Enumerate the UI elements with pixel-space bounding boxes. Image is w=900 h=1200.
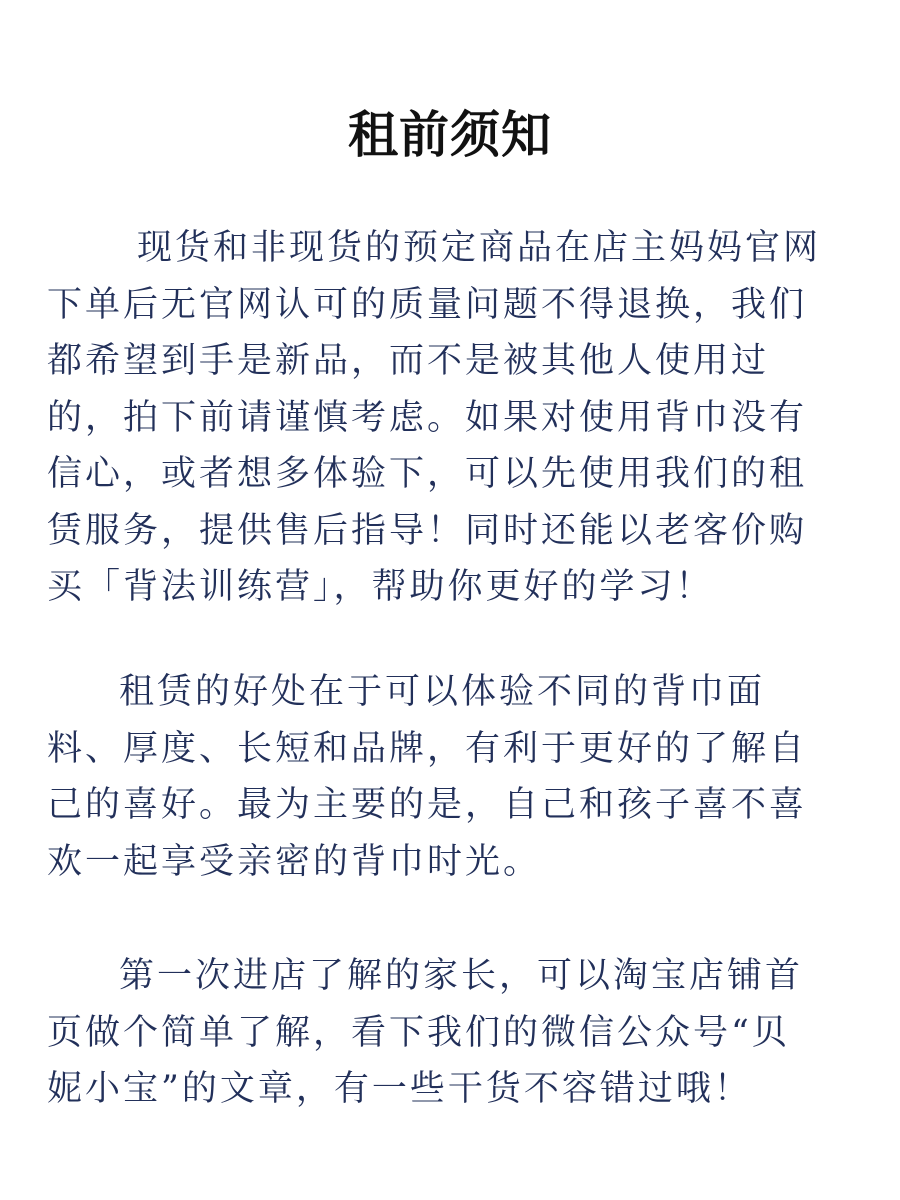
paragraph-line: 欢一起享受亲密的背巾时光。: [47, 841, 542, 882]
paragraph-line: 料、厚度、长短和品牌，有利于更好的了解自: [47, 728, 808, 769]
paragraph-line: 页做个简单了解，看下我们的微信公众号“贝: [47, 1012, 790, 1053]
paragraph-first-visit: [47, 948, 855, 1118]
page-title: 租前须知: [348, 104, 552, 164]
paragraph-line: 信心，或者想多体验下，可以先使用我们的租: [47, 454, 808, 494]
paragraph-purchase-policy: [47, 220, 855, 616]
paragraph-rental-benefits: [47, 664, 855, 890]
paragraph-line: 妮小宝”的文章，有一些干货不容错过哦！: [47, 1069, 752, 1109]
paragraph-line: 买「背法训练营」，帮助你更好的学习！: [47, 567, 714, 607]
paragraph-line: 租赁的好处在于可以体验不同的背巾面: [119, 672, 766, 712]
paragraph-line: 下单后无官网认可的质量问题不得退换，我们: [47, 284, 808, 325]
paragraph-line: 赁服务，提供售后指导！同时还能以老客价购: [47, 510, 808, 551]
paragraph-line: 的，拍下前请谨慎考虑。如果对使用背巾没有: [47, 397, 808, 438]
paragraph-line: 第一次进店了解的家长，可以淘宝店铺首: [119, 956, 804, 996]
paragraph-line: 现货和非现货的预定商品在店主妈妈官网: [137, 228, 822, 268]
paragraph-line: 己的喜好。最为主要的是，自己和孩子喜不喜: [47, 785, 808, 825]
paragraph-line: 都希望到手是新品，而不是被其他人使用过: [47, 341, 770, 381]
